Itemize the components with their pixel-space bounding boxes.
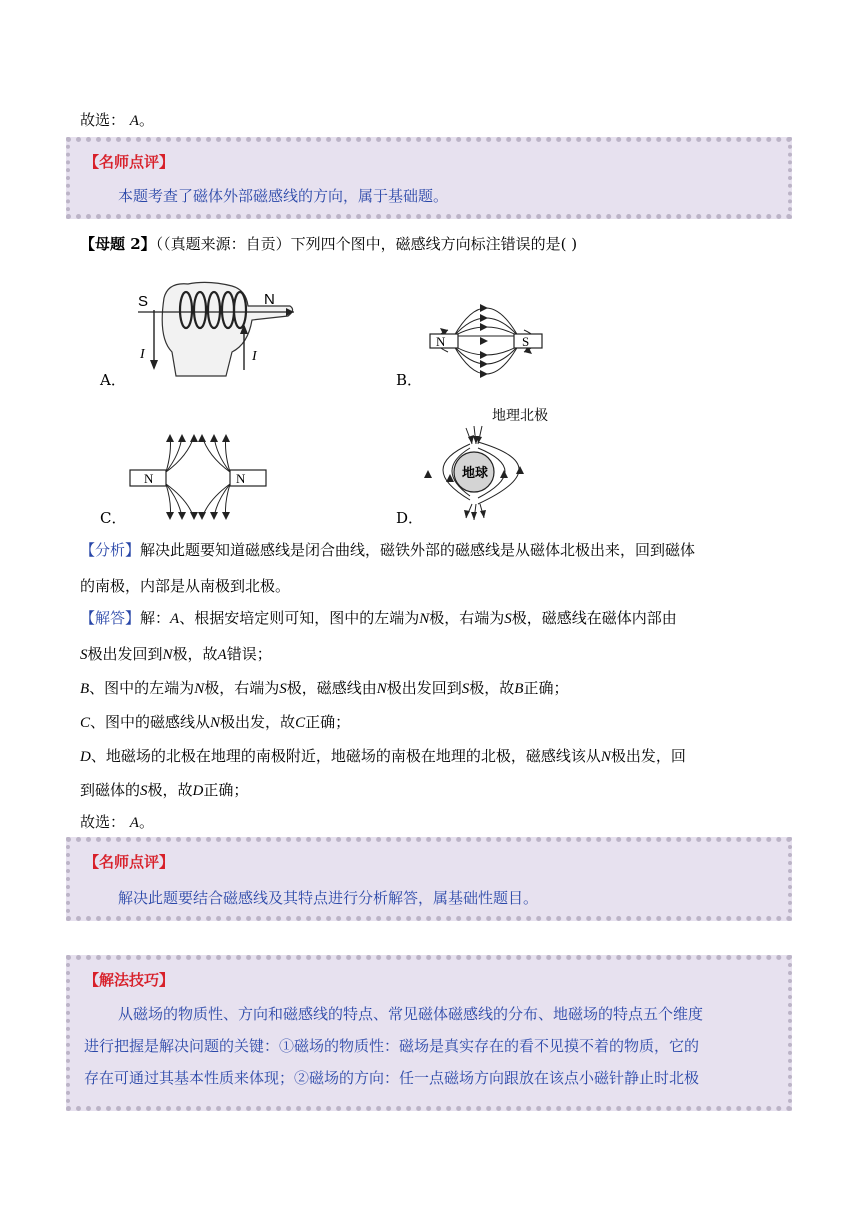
top-answer: 故选： A。: [80, 111, 154, 129]
review-title: 【名师点评】: [84, 153, 175, 171]
tips-title: 【解法技巧】: [84, 971, 175, 989]
figure-b-label: B．: [396, 371, 423, 389]
figure-b-bar-magnets: [426, 294, 546, 386]
solution-line-6: 到磁体的S极，故D正确；: [80, 781, 249, 799]
solution-line-4: C、图中的磁感线从N极出发，故C正确；: [80, 713, 351, 731]
magnet-c-n-label-left: N: [144, 471, 154, 486]
review-text: 本题考查了磁体外部磁感线的方向，属于基础题。: [118, 187, 449, 205]
tips-box: [66, 955, 792, 1111]
review-box-2: [66, 837, 792, 921]
magnet-b-s-label: S: [522, 334, 530, 349]
review-text: 解决此题要结合磁感线及其特点进行分析解答，属基础性题目。: [118, 889, 539, 907]
solution-line-2: S极出发回到N极，故A错误；: [80, 645, 272, 663]
magnet-c-n-label-right: N: [236, 471, 246, 486]
figure-d-label: D．: [396, 509, 424, 527]
analysis-line-2: 的南极，内部是从南极到北极。: [80, 577, 291, 595]
earth-label: 地球: [462, 466, 489, 481]
tips-line-2: 进行把握是解决问题的关键：①磁场的物质性：磁场是真实存在的看不见摸不着的物质，它的: [84, 1037, 700, 1055]
review-title: 【名师点评】: [84, 853, 175, 871]
coil-n-label: N: [264, 291, 275, 308]
solution-line-5: D、地磁场的北极在地理的南极附近，地磁场的南极在地理的北极，磁感线该从N极出发，回: [80, 747, 686, 765]
solution-line-1: 【解答】解：A、根据安培定则可知，图中的左端为N极，右端为S极，磁感线在磁体内部由: [80, 609, 677, 627]
review-box-1: [66, 137, 792, 219]
tips-line-1: 从磁场的物质性、方向和磁感线的特点、常见磁体磁感线的分布、地磁场的特点五个维度: [118, 1005, 704, 1023]
geographic-north-caption: 地理北极: [492, 408, 548, 424]
question: 【母题 2】（（真题来源：自贡）下列四个图中，磁感线方向标注错误的是( ): [80, 235, 578, 253]
magnet-b-n-label: N: [436, 334, 446, 349]
coil-s-label: S: [138, 293, 149, 310]
current-label-left: I: [140, 347, 145, 362]
current-label-right: I: [252, 349, 257, 364]
tips-line-3: 存在可通过其基本性质来体现；②磁场的方向：任一点磁场方向跟放在该点小磁针静止时北极: [84, 1069, 700, 1087]
solution-line-3: B、图中的左端为N极，右端为S极，磁感线由N极出发回到S极，故B正确；: [80, 679, 569, 697]
tips-text: [84, 998, 776, 1094]
figure-c-label: C．: [100, 509, 127, 527]
figure-a-coil-hand: [128, 276, 300, 380]
figure-a-label: A．: [100, 371, 126, 389]
analysis-line-1: 【分析】解决此题要知道磁感线是闭合曲线，磁铁外部的磁感线是从磁体北极出来，回到磁体: [80, 541, 696, 559]
bottom-answer: 故选： A。: [80, 813, 154, 831]
figure-c-two-north-poles: [128, 432, 268, 520]
figure-d-earth-field: [420, 404, 560, 522]
